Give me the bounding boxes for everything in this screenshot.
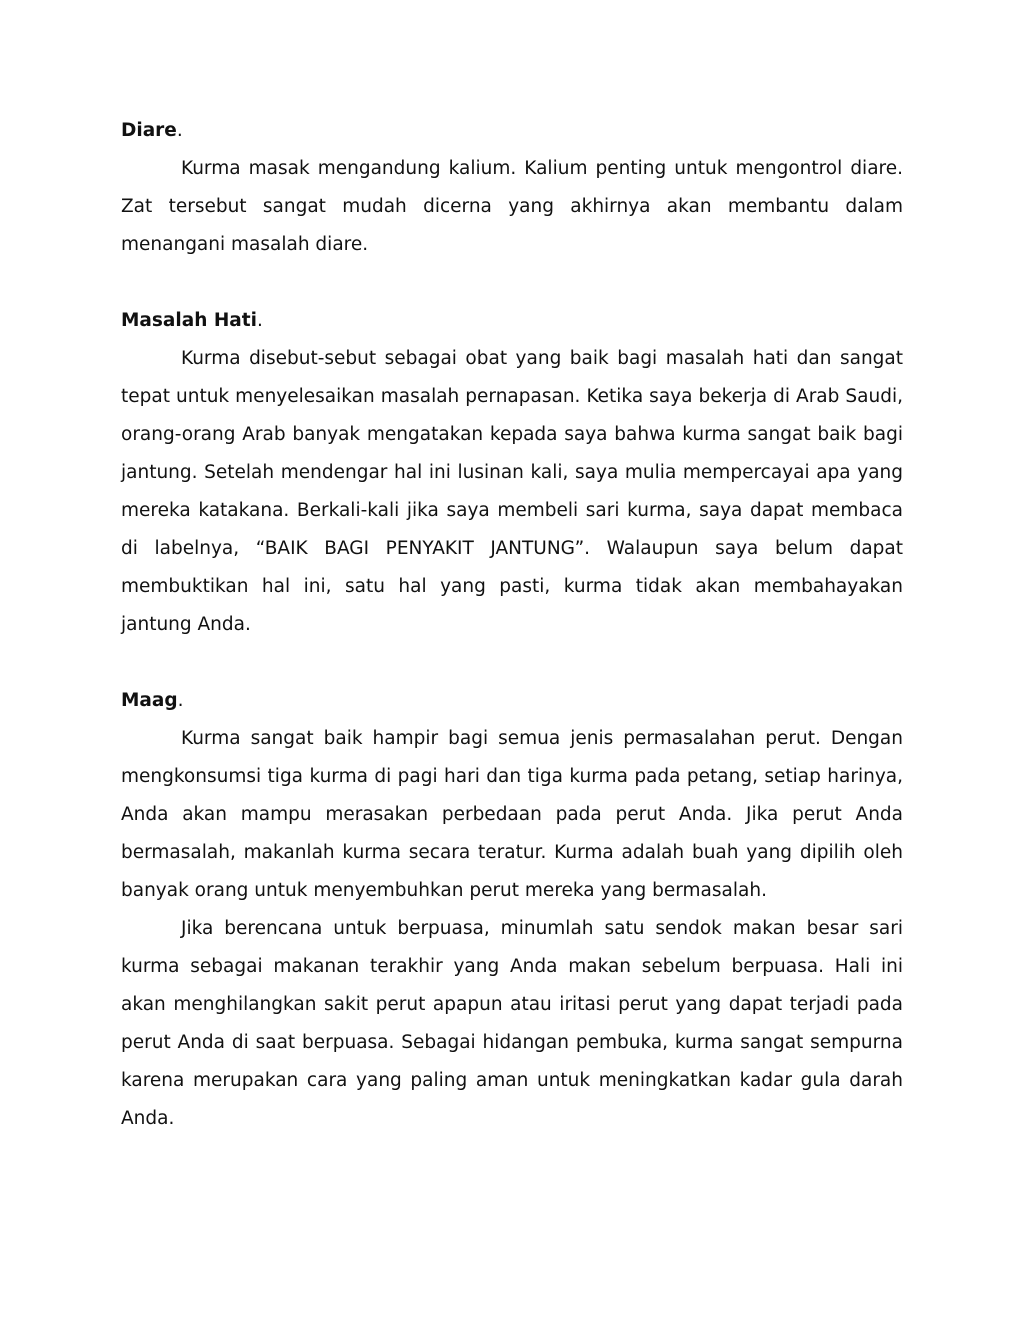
section-heading — [121, 302, 903, 340]
section-heading-period: . — [177, 690, 184, 711]
section-heading-title: Diare — [121, 120, 177, 141]
paragraph: Kurma disebut-sebut sebagai obat yang baik bagi masalah hati dan sangat tepat untuk menyelesaikan masalah pernapasan. Ketika saya bekerja di Arab Saudi, orang-orang Arab banyak mengatakan kepada saya bahwa kurma sangat baik bagi jantung. Setelah mendengar hal ini lusinan kali, saya mulia mempercayai apa yang mereka katakana. Berkali-kali jika saya membeli sari kurma, saya dapat membaca di labelnya, “BAIK BAGI PENYAKIT JANTUNG”. Walaupun saya belum dapat membuktikan hal ini, satu hal yang pasti, kurma tidak akan membahayakan jantung Anda. — [121, 348, 903, 635]
document-page — [121, 112, 903, 1176]
section-heading — [121, 112, 903, 150]
paragraph: Kurma masak mengandung kalium. Kalium penting untuk mengontrol diare. Zat tersebut sangat mudah dicerna yang akhirnya akan membantu dalam menangani masalah diare. — [121, 158, 903, 255]
section-heading-title: Maag — [121, 690, 178, 711]
section-heading — [121, 682, 903, 720]
section-heading-period: . — [256, 310, 263, 331]
section-heading-title: Masalah Hati — [121, 310, 257, 331]
paragraph: Kurma sangat baik hampir bagi semua jenis permasalahan perut. Dengan mengkonsumsi tiga kurma di pagi hari dan tiga kurma pada petang, setiap harinya, Anda akan mampu merasakan perbedaan pada perut Anda. Jika perut Anda bermasalah, makanlah kurma secara teratur. Kurma adalah buah yang dipilih oleh banyak orang untuk menyembuhkan perut mereka yang bermasalah. — [121, 728, 903, 901]
section-masalah-hati — [121, 302, 903, 644]
section-maag — [121, 682, 903, 1138]
paragraph: Jika berencana untuk berpuasa, minumlah satu sendok makan besar sari kurma sebagai makanan terakhir yang Anda makan sebelum berpuasa. Hali ini akan menghilangkan sakit perut apapun atau iritasi perut yang dapat terjadi pada perut Anda di saat berpuasa. Sebagai hidangan pembuka, kurma sangat sempurna karena merupakan cara yang paling aman untuk meningkatkan kadar gula darah Anda. — [121, 918, 903, 1129]
section-heading-period: . — [176, 120, 183, 141]
section-diare — [121, 112, 903, 264]
